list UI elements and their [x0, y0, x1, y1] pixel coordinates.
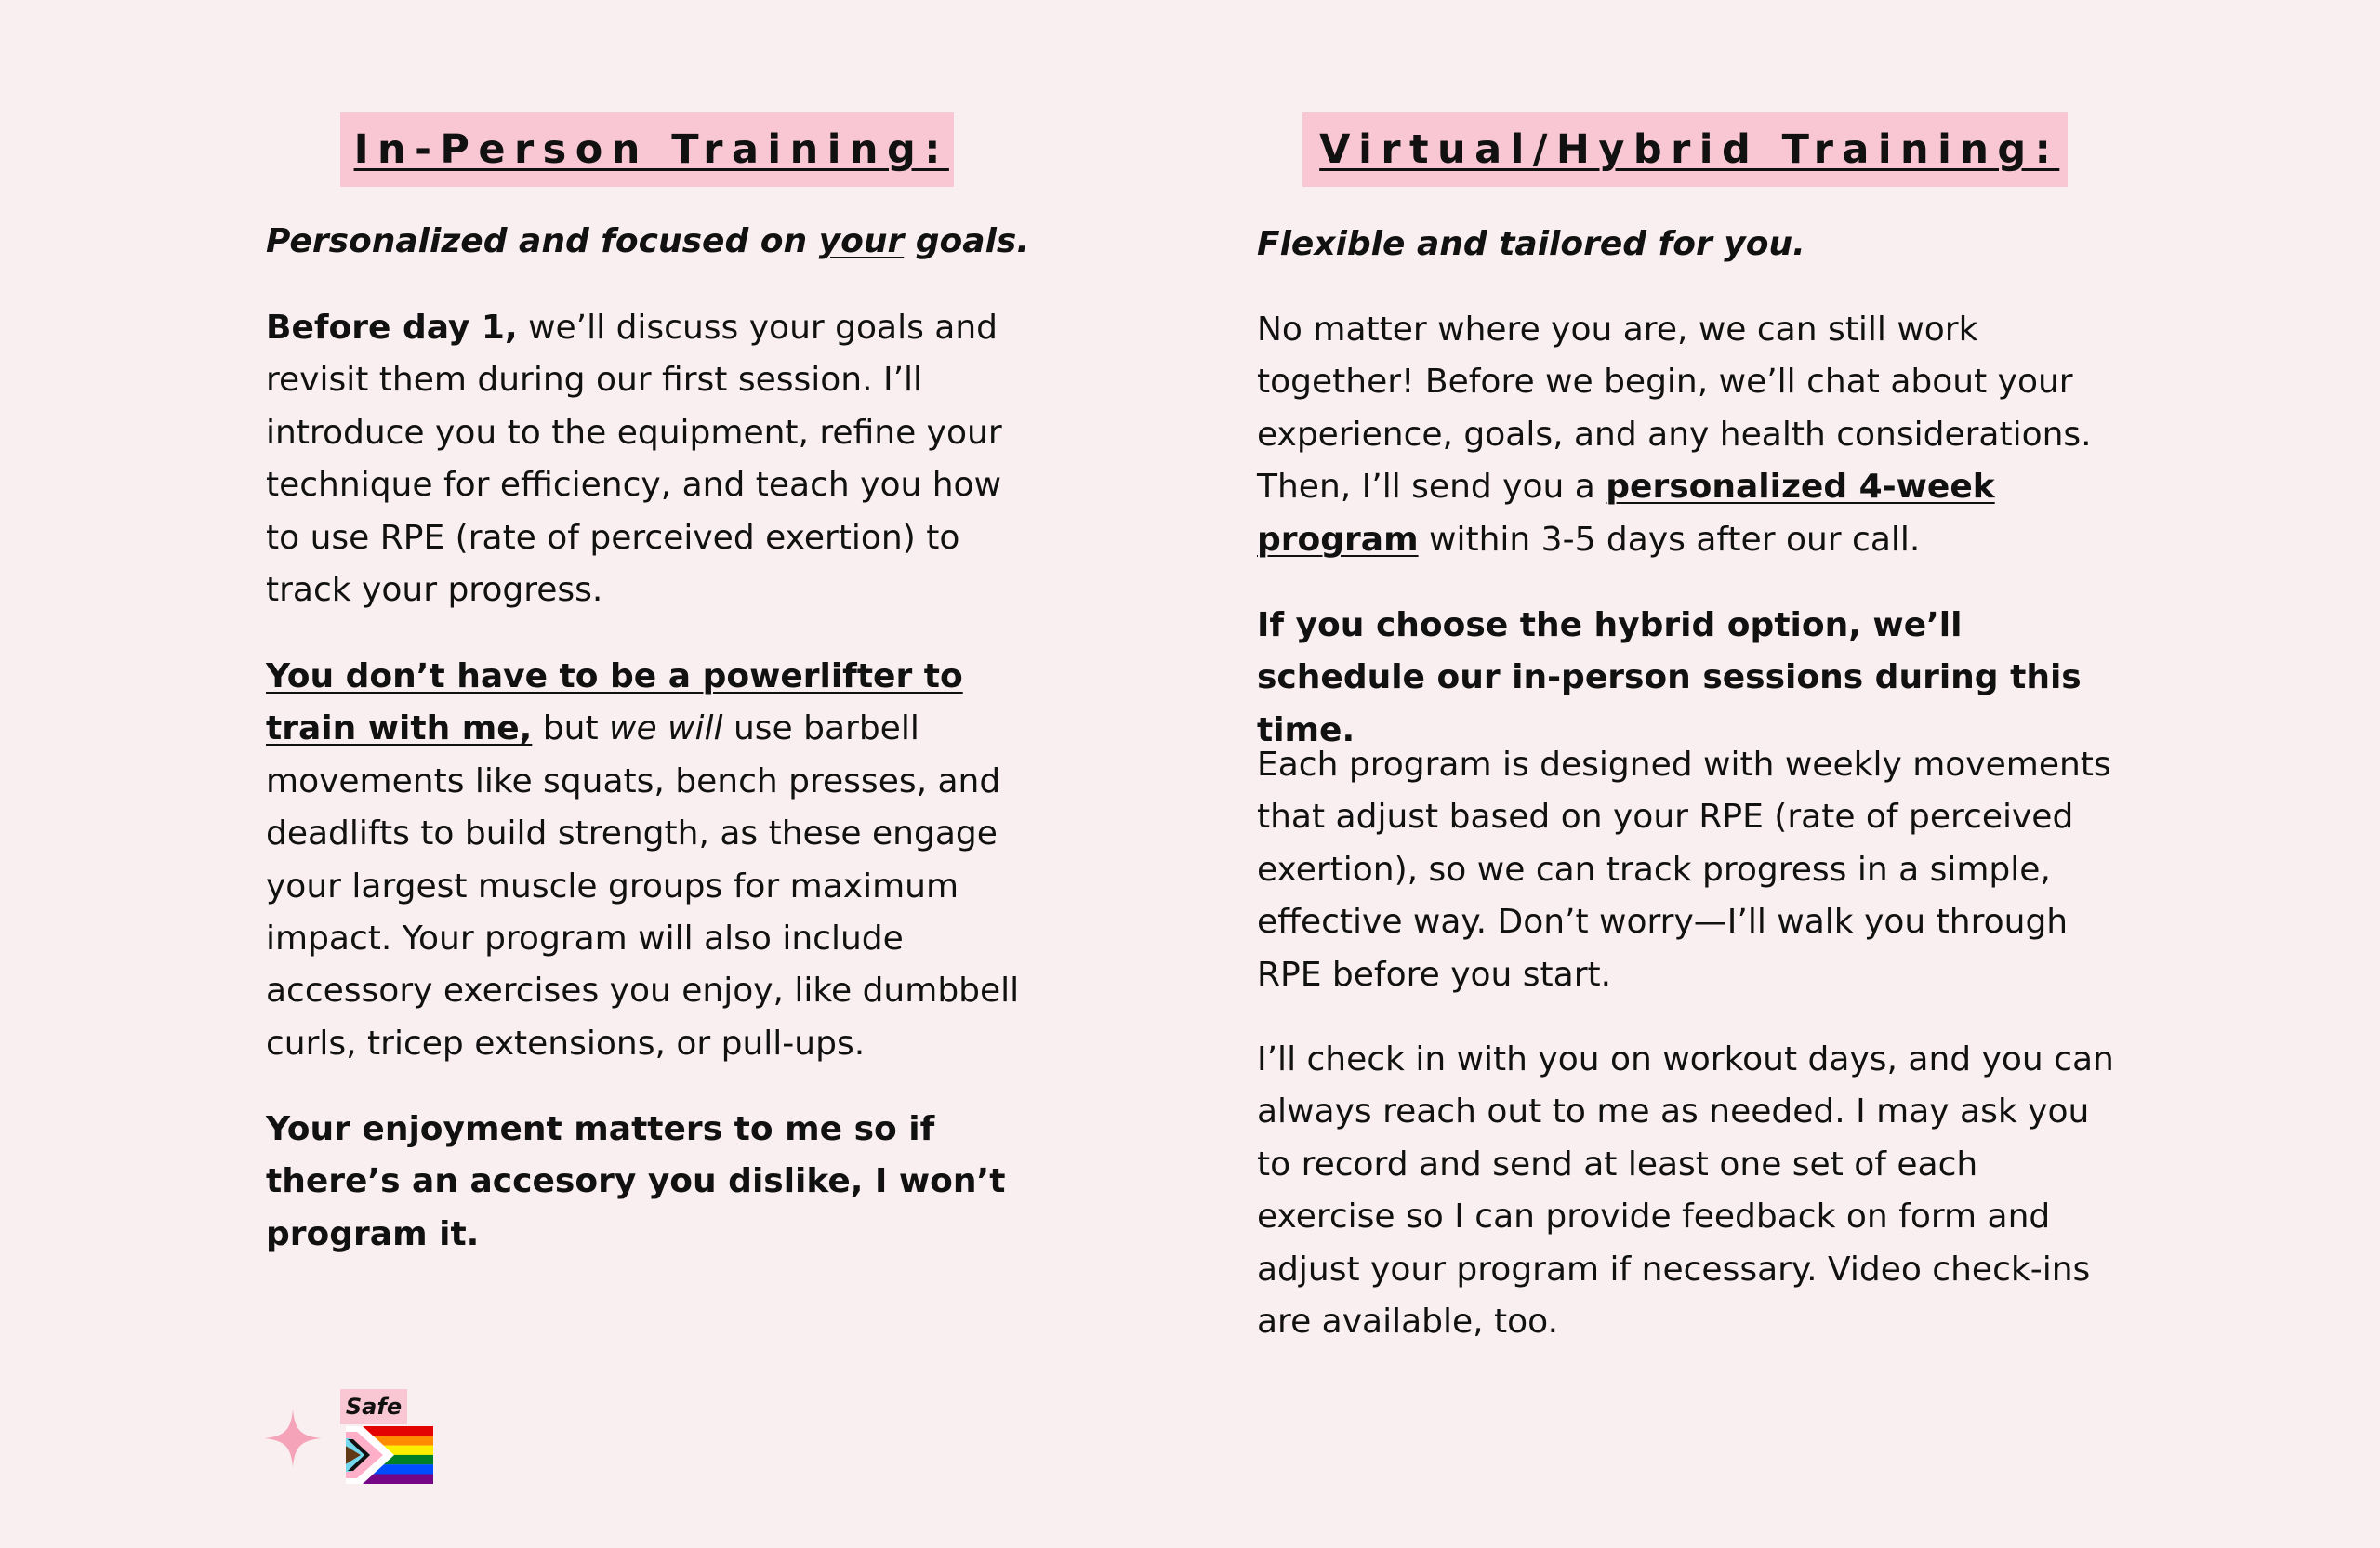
in-person-tagline — [266, 216, 1029, 268]
program-emphasis: personalized 4-week program — [1257, 468, 1995, 559]
tagline-text-end: goals. — [904, 222, 1030, 260]
each-program-paragraph: Each program is designed with weekly movements that adjust based on your RPE (rate of perceived exertion), so we can track progress in a simple, effective way. Don’t worry—I’ll walk you through RPE before you start. — [1257, 746, 2111, 994]
before-day-lead: Before day 1, — [266, 309, 518, 347]
before-day-text: we’ll discuss your goals and revisit them during our first session. I’ll introduce you to the equipment, refine your technique for efficiency, and teach you how to use RPE (rate of perceived exertion) to track your progress. — [266, 309, 1002, 610]
progress-pride-flag-icon — [346, 1426, 433, 1484]
hybrid-paragraph: If you choose the hybrid option, we’ll schedule our in-person sessions during this time. — [1257, 606, 2082, 749]
virtual-heading-highlight — [1302, 112, 2068, 187]
before-day-paragraph — [266, 302, 1038, 616]
check-in-paragraph: I’ll check in with you on workout days, and you can always reach out to me as needed. I may ask you to record and send at least one set of each exercise so I can provide feedback on form and adjust your program if necessary. Video check-ins are available, too. — [1257, 1040, 2114, 1342]
in-person-heading: In-Person Training: — [353, 126, 949, 173]
sparkle-icon — [264, 1409, 322, 1467]
no-matter-text-end: within 3-5 days after our call. — [1418, 520, 1921, 559]
powerlifter-text: but — [532, 709, 610, 748]
tagline-emphasis: your — [818, 222, 905, 260]
safe-space-badge — [264, 1385, 450, 1488]
safe-label: Safe — [340, 1389, 407, 1424]
virtual-heading: Virtual/Hybrid Training: — [1319, 126, 2060, 173]
no-matter-text: No matter where you are, we can still work together! Before we begin, we’ll chat about your experience, goals, and any health considerations. Then, I’ll send you a — [1257, 311, 2092, 507]
powerlifter-lead: You don’t have to be a powerlifter to train with me, — [266, 657, 963, 748]
powerlifter-text-end: use barbell movements like squats, bench presses, and deadlifts to build strength, as these engage your largest muscle groups for maximum impact. Your program will also include accessory exercises you enjoy, like dumbbell curls, tricep extensions, or pull-ups. — [266, 709, 1020, 1063]
virtual-tagline: Flexible and tailored for you. — [1257, 225, 1805, 263]
in-person-heading-highlight — [340, 112, 954, 187]
powerlifter-paragraph — [266, 651, 1038, 1070]
tagline-text: Personalized and focused on — [266, 222, 819, 260]
powerlifter-italic: we will — [609, 709, 723, 748]
no-matter-paragraph — [1257, 304, 2122, 566]
enjoyment-paragraph: Your enjoyment matters to me so if there’s an accesory you dislike, I won’t program it. — [266, 1110, 1006, 1253]
